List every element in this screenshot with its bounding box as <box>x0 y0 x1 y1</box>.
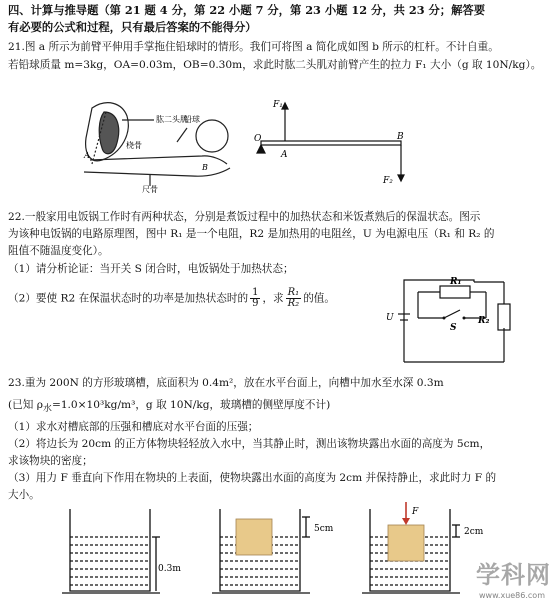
q22-sub2-b: ，求 <box>262 292 284 305</box>
section-heading-line2: 有必要的公式和过程，只有最后答案的不能得分） <box>8 20 257 34</box>
watermark-site: www.xue86.com <box>479 591 545 600</box>
fig-a-B-label: B <box>202 163 208 172</box>
q21-figure-b-lever <box>255 95 415 190</box>
section-heading-line1: 四、计算与推导题（第 21 题 4 分，第 22 小题 7 分，第 23 小题 12 分，共 23 分；解答要 <box>8 3 485 17</box>
fig-a-bone1-label: 尺骨 <box>142 185 158 194</box>
q22-text-line2: 为该种电饭锅的电路原理图，图中 R₁ 是一个电阻，R2 是加热用的电阻丝，U 为电源电压（R₁ 和 R₂ 的 <box>8 228 495 240</box>
fig-b-F1-label: F₁ <box>273 100 283 110</box>
watermark-logo: 学科网 <box>476 561 551 589</box>
switch-S <box>444 310 460 318</box>
lever-bar <box>261 141 401 145</box>
q22-text-line1: 22.一般家用电饭锅工作时有两种状态，分别是煮饭过程中的加热状态和米饭煮熟后的保温状态。图示 <box>8 211 481 223</box>
fraction-numerator: 1 <box>252 287 259 298</box>
q22-circuit-diagram <box>378 278 518 368</box>
q23-line2-b: =1.0×10³kg/m³，g 取 10N/kg，玻璃槽的侧壁厚度不计) <box>51 399 331 411</box>
tank1-depth-label: 0.3m <box>158 564 181 574</box>
fig-b-O-label: O <box>254 134 262 144</box>
q22-fraction-one-ninth <box>250 288 260 309</box>
q23-line2-a: (已知 ρ <box>8 399 43 411</box>
fraction-r1: R₁ <box>287 287 300 298</box>
q23-figure-tank-2 <box>210 505 350 600</box>
q22-sub1: （1）请分析论证：当开关 S 闭合时，电饭锅处于加热状态； <box>8 263 294 275</box>
fraction-denominator: 9 <box>252 298 259 309</box>
q23-sub3-line2: 大小。 <box>8 489 40 501</box>
q22-sub2-a: （2）要使 R2 在保温状态时的功率是加热状态时的 <box>8 292 249 305</box>
q22-sub2-c: 的值。 <box>303 292 335 305</box>
q22-fraction-r1-r2 <box>286 288 302 309</box>
pressed-block <box>388 525 424 561</box>
q21-text-line2: 若铅球质量 m=3kg，OA=0.03m，OB=0.30m，求此时肱二头肌对前臂产生的拉力 F₁ 大小（g 取 10N/kg）。 <box>8 59 542 71</box>
fig-a-bone2-label: 桡骨 <box>126 141 142 150</box>
tank2-height-label: 5cm <box>314 524 334 534</box>
fig-b-A-label: A <box>281 150 288 160</box>
fraction-r2: R₂ <box>287 298 300 309</box>
R1-resistor <box>440 286 470 298</box>
q23-text-line1: 23.重为 200N 的方形玻璃槽，底面积为 0.4m²，放在水平台面上，向槽中加水至水深 0.3m <box>8 377 444 389</box>
fig-a-ball-label: 铅球 <box>184 115 200 124</box>
R2-resistor <box>498 304 510 330</box>
q23-sub1: （1）求水对槽底部的压强和槽底对水平台面的压强； <box>8 421 259 433</box>
fig-b-F2-label: F₂ <box>383 176 393 186</box>
tank3-F-label: F <box>412 507 419 517</box>
circuit-R1-label: R₁ <box>450 277 462 287</box>
tank3-height-label: 2cm <box>464 527 484 537</box>
q23-sub3-line1: （3）用力 F 垂直向下作用在物块的上表面，使物块露出水面的高度为 2cm 并保持静止，求此时力 F 的 <box>8 472 497 484</box>
fig-b-B-label: B <box>397 132 404 142</box>
q23-sub2-line2: 求该物块的密度； <box>8 455 93 467</box>
ball <box>196 120 228 152</box>
fig-a-muscle-label: 肱二头肌 <box>156 115 188 124</box>
fulcrum <box>257 145 265 153</box>
q22-text-line3: 阻值不随温度变化）。 <box>8 245 109 257</box>
q23-text-line2 <box>8 398 330 416</box>
forearm-bottom <box>84 168 230 176</box>
q23-sub2-line1: （2）将边长为 20cm 的正方体物块轻轻放入水中，当其静止时，测出该物块露出水面的高度为 5cm， <box>8 438 491 450</box>
fig-a-A-label: A <box>84 151 90 160</box>
q21-text-line1: 21.图 a 所示为前臂平伸用手掌拖住铅球时的情形。我们可将图 a 简化成如图 b 所示的杠杆。不计自重。 <box>8 41 499 53</box>
circuit-R2-label: R₂ <box>478 316 490 326</box>
circuit-U-label: U <box>386 313 394 323</box>
circuit-S-label: S <box>450 323 457 333</box>
q23-line2-sub: 水 <box>42 404 52 415</box>
floating-block <box>236 519 272 555</box>
muscle <box>99 112 118 154</box>
q23-figure-tank-1 <box>60 505 190 600</box>
q22-sub2 <box>8 288 335 309</box>
q21-figure-a-arm <box>62 98 242 193</box>
